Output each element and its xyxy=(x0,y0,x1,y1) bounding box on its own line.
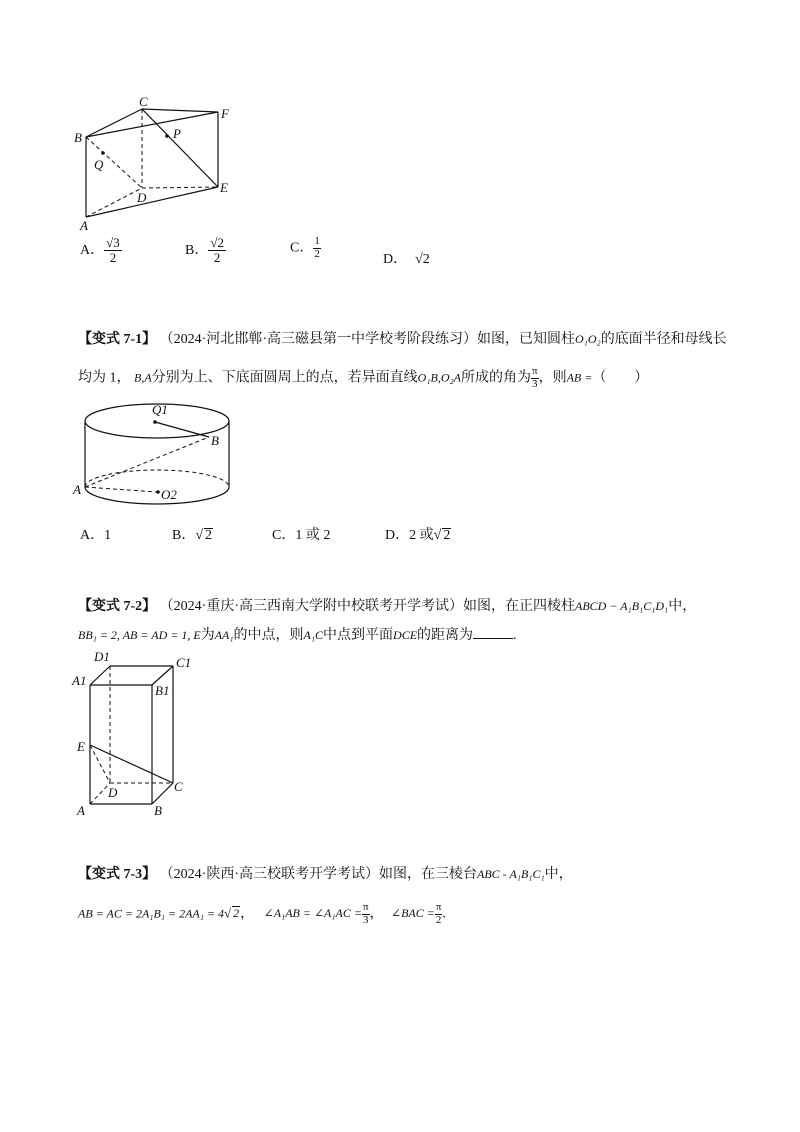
fig3-label-d1: D1 xyxy=(94,649,110,664)
prism-figure xyxy=(72,92,242,242)
q1-option-d-sqrt: 2 xyxy=(443,528,451,543)
q0-option-c-label: C． xyxy=(290,240,314,256)
q2-a1c: A₁C xyxy=(303,628,324,642)
q0-option-a-den: 2 xyxy=(109,250,117,266)
q1-text-3: 分别为上、下底面圆周上的点，若异面直线 xyxy=(151,370,418,386)
q0-option-a-num: √3 xyxy=(106,235,120,250)
fig3-label-e: E xyxy=(77,739,85,754)
q2-dce: DCE xyxy=(393,628,418,642)
q0-option-b-label: B． xyxy=(185,243,209,259)
q0-option-a-label: A． xyxy=(80,243,105,259)
q1-lines: O₁B,O₂A xyxy=(417,370,462,385)
q3-eq3-den: 2 xyxy=(435,913,442,926)
q3-eq2-den: 3 xyxy=(363,913,369,926)
q1-angle-num: π xyxy=(532,365,538,377)
q3-line-2: AB = AC = 2A₁B₁ = 2AA₁ = 4√ 2， ∠A₁AB = ∠A₁AC = $\frac{\pi}{3}$ ， ∠BAC = $\frac{\pi}{2}$ . xyxy=(78,901,446,926)
square-prism-figure xyxy=(72,645,202,820)
q1-angle-den: 3 xyxy=(532,377,538,390)
q2-line-1 xyxy=(78,595,696,615)
q1-option-b: B．√ 2 xyxy=(172,528,213,543)
fig2-label-a: A xyxy=(73,482,81,497)
q1-ab: AB = xyxy=(566,370,593,385)
fig3-label-c: C xyxy=(174,779,183,794)
fig3-label-d: D xyxy=(108,785,118,800)
q1-option-d-label: D．2 或 xyxy=(385,528,434,543)
fig3-label-a: A xyxy=(77,803,85,818)
q0-option-a xyxy=(80,236,122,266)
fig1-label-p: P xyxy=(173,126,181,141)
q3-eq2: ∠A₁AB = ∠A₁AC = xyxy=(263,906,362,921)
fig2-label-b: B xyxy=(211,433,219,448)
q3-sep-1: ， xyxy=(240,906,255,922)
q0-option-d-label: D． xyxy=(383,252,408,267)
q2-text-1: 中， xyxy=(668,599,697,614)
q0-option-c-num: 1 xyxy=(314,235,320,247)
q1-paren: （ ） xyxy=(592,370,649,386)
q0-option-d-value: √2 xyxy=(415,252,430,267)
q3-text-1: 中， xyxy=(544,867,573,882)
q2-aa1: AA₁ xyxy=(214,628,234,642)
q3-sep-2: ， xyxy=(369,906,384,922)
q2-text-3: 的中点，则 xyxy=(233,628,304,643)
q0-option-c-den: 2 xyxy=(314,247,320,260)
q2-source: （2024·重庆·高三西南大学附中校联考开学考试）如图，在正四棱柱 xyxy=(159,599,575,614)
q1-text-4: 所成的角为 xyxy=(461,370,532,386)
fig3-label-b1: B1 xyxy=(155,683,170,698)
q2-tag: 【变式 7-2】 xyxy=(78,599,157,614)
q1-angle xyxy=(531,366,539,390)
q1-tag: 【变式 7-1】 xyxy=(78,332,157,347)
cylinder-figure xyxy=(72,396,242,516)
q1-option-a: A．1 xyxy=(80,528,112,543)
q1-option-c: C．1 或 2 xyxy=(272,528,331,543)
q3-eq1: AB = AC = 2A₁B₁ = 2AA₁ = 4 xyxy=(78,906,225,921)
q3-eq1-sqrt: 2 xyxy=(233,906,240,921)
q3-line-1 xyxy=(78,863,573,883)
q0-option-b-num: √2 xyxy=(210,235,224,250)
q0-option-b xyxy=(185,236,226,266)
q1-line-2 xyxy=(78,366,648,390)
q2-text-5: 的距离为 xyxy=(417,628,474,643)
fig1-label-a: A xyxy=(80,218,88,233)
q1-option-d: D．2 或√ 2 xyxy=(385,528,451,543)
q1-option-b-label: B． xyxy=(172,528,196,543)
q1-text-1: 的底面半径和母线长 xyxy=(600,332,727,347)
fig1-label-d: D xyxy=(137,190,147,205)
q1-text-2: 均为 1， xyxy=(78,370,131,386)
q2-text-4: 中点到平面 xyxy=(323,628,394,643)
q3-tag: 【变式 7-3】 xyxy=(78,867,157,882)
q0-option-b-den: 2 xyxy=(213,250,221,266)
fig1-label-q: Q xyxy=(94,157,104,172)
q1-text-5: ，则 xyxy=(538,370,567,386)
q1-option-b-sqrt: 2 xyxy=(205,528,213,543)
q3-eq3: ∠BAC = xyxy=(391,906,435,921)
fig3-label-b: B xyxy=(154,803,162,818)
q2-answer-blank[interactable] xyxy=(473,626,513,639)
q1-points: B,A xyxy=(134,370,152,385)
fig1-label-b: B xyxy=(74,130,82,145)
fig1-label-c: C xyxy=(139,94,148,109)
fig2-label-o2: O2 xyxy=(161,487,177,502)
q3-eq3-num: π xyxy=(435,901,442,913)
fig2-label-o1: Q1 xyxy=(152,402,168,417)
q0-option-b-frac xyxy=(208,236,226,266)
q3-end: . xyxy=(442,906,446,922)
q1-cylinder: O₁O₂ xyxy=(575,332,601,346)
q3-source: （2024·陕西·高三校联考开学考试）如图，在三棱台 xyxy=(159,867,477,882)
q2-line-2 xyxy=(78,624,517,644)
q0-option-a-frac xyxy=(104,236,122,266)
q3-eq2-frac xyxy=(362,902,370,926)
fig1-label-e: E xyxy=(220,180,228,195)
q0-option-c xyxy=(290,236,321,260)
q0-option-d xyxy=(383,248,430,268)
q2-text-6: . xyxy=(513,628,517,643)
q0-option-c-frac xyxy=(313,236,321,260)
q3-frustum: ABC - A₁B₁C₁ xyxy=(477,867,545,881)
q3-eq2-num: π xyxy=(362,901,369,913)
fig3-label-a1: A1 xyxy=(72,673,87,688)
q2-condition: BB₁ = 2, AB = AD = 1, E xyxy=(78,628,201,642)
q2-text-2: 为 xyxy=(200,628,215,643)
q1-source: （2024·河北邯郸·高三磁县第一中学校考阶段练习）如图，已知圆柱 xyxy=(159,332,575,347)
q1-line-1 xyxy=(78,328,727,348)
fig3-label-c1: C1 xyxy=(176,655,192,670)
q2-prism: ABCD − A₁B₁C₁D₁ xyxy=(575,599,669,613)
fig1-label-f: F xyxy=(221,106,229,121)
